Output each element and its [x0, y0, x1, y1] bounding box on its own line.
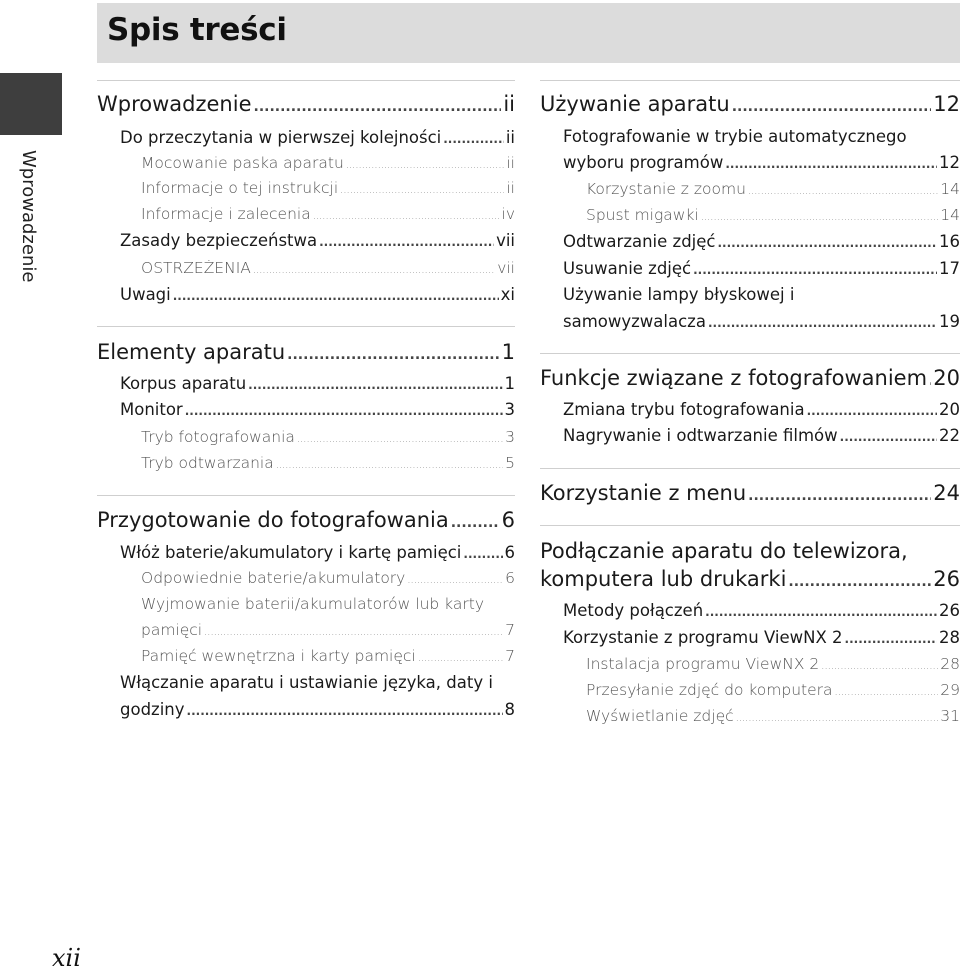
- toc-entry-uzywanie-aparatu[interactable]: Używanie aparatu ..... 12: [540, 92, 960, 116]
- toc-entry[interactable]: Spust migawki ..... 14: [586, 206, 960, 224]
- toc-entry[interactable]: Zmiana trybu fotografowania ..... 20: [563, 400, 960, 419]
- toc-entry[interactable]: pamięci ..... 7: [141, 621, 515, 639]
- toc-entry-wrapped-line[interactable]: Włączanie aparatu i ustawianie języka, daty i: [120, 673, 493, 692]
- toc-entry-wrapped-line[interactable]: Fotografowanie w trybie automatycznego: [563, 127, 907, 146]
- toc-entry[interactable]: Zasady bezpieczeństwa ..... vii: [120, 231, 515, 250]
- page-title: Spis treści: [107, 12, 287, 48]
- toc-entry[interactable]: Metody połączeń ..... 26: [563, 601, 960, 620]
- toc-entry[interactable]: Nagrywanie i odtwarzanie filmów ..... 22: [563, 426, 960, 445]
- side-tab-label: Wprowadzenie: [18, 150, 39, 283]
- toc-entry[interactable]: Pamięć wewnętrzna i karty pamięci ..... 7: [141, 647, 515, 665]
- toc-entry[interactable]: Informacje o tej instrukcji ..... ii: [141, 179, 515, 197]
- toc-entry[interactable]: Instalacja programu ViewNX 2 ..... 28: [586, 655, 960, 673]
- toc-entry[interactable]: Włóż baterie/akumulatory i kartę pamięci ..... 6: [120, 543, 515, 562]
- toc-entry[interactable]: Tryb odtwarzania ..... 5: [141, 454, 515, 472]
- page-number: xii: [52, 944, 81, 972]
- toc-entry[interactable]: Informacje i zalecenia ..... iv: [141, 205, 515, 223]
- toc-entry-przygotowanie[interactable]: Przygotowanie do fotografowania ..... 6: [97, 508, 515, 532]
- section-divider: [540, 468, 960, 469]
- toc-entry-wrapped-line[interactable]: Wyjmowanie baterii/akumulatorów lub karty: [141, 595, 484, 613]
- toc-entry-menu[interactable]: Korzystanie z menu ..... 24: [540, 481, 960, 505]
- toc-entry[interactable]: Wyświetlanie zdjęć ..... 31: [586, 707, 960, 725]
- toc-entry[interactable]: Odpowiednie baterie/akumulatory ..... 6: [141, 569, 515, 587]
- section-divider: [540, 525, 960, 526]
- toc-entry[interactable]: OSTRZEŻENIA ..... vii: [141, 259, 515, 277]
- section-divider: [540, 353, 960, 354]
- toc-entry-wrapped-line[interactable]: Używanie lampy błyskowej i: [563, 285, 795, 304]
- side-tab-marker: [0, 73, 62, 135]
- toc-entry[interactable]: Mocowanie paska aparatu ..... ii: [141, 154, 515, 172]
- toc-entry[interactable]: Usuwanie zdjęć ..... 17: [563, 259, 960, 278]
- toc-entry-funkcje[interactable]: Funkcje związane z fotografowaniem ..... 20: [540, 366, 960, 390]
- toc-entry-wprowadzenie[interactable]: Wprowadzenie ..... ii: [97, 92, 515, 116]
- toc-entry[interactable]: samowyzwalacza ..... 19: [563, 312, 960, 331]
- toc-entry[interactable]: Tryb fotografowania ..... 3: [141, 428, 515, 446]
- toc-entry[interactable]: Odtwarzanie zdjęć ..... 16: [563, 232, 960, 251]
- toc-entry[interactable]: Korzystanie z zoomu ..... 14: [586, 180, 960, 198]
- toc-entry[interactable]: godziny ..... 8: [120, 700, 515, 719]
- toc-entry-wrapped-line[interactable]: Podłączanie aparatu do telewizora,: [540, 539, 908, 563]
- toc-entry[interactable]: Korzystanie z programu ViewNX 2 ..... 28: [563, 628, 960, 647]
- toc-entry[interactable]: Uwagi ..... xi: [120, 285, 515, 304]
- toc-entry-elementy-aparatu[interactable]: Elementy aparatu ..... 1: [97, 340, 515, 364]
- toc-entry[interactable]: Przesyłanie zdjęć do komputera ..... 29: [586, 681, 960, 699]
- section-divider: [97, 80, 515, 81]
- section-divider: [97, 326, 515, 327]
- section-divider: [97, 495, 515, 496]
- toc-entry[interactable]: wyboru programów ..... 12: [563, 153, 960, 172]
- header-bar: [97, 3, 960, 63]
- section-divider: [540, 80, 960, 81]
- toc-entry[interactable]: Do przeczytania w pierwszej kolejności ..... ii: [120, 128, 515, 147]
- toc-entry[interactable]: Monitor ..... 3: [120, 400, 515, 419]
- toc-entry-podlaczanie[interactable]: komputera lub drukarki ..... 26: [540, 567, 960, 591]
- toc-entry[interactable]: Korpus aparatu ..... 1: [120, 374, 515, 393]
